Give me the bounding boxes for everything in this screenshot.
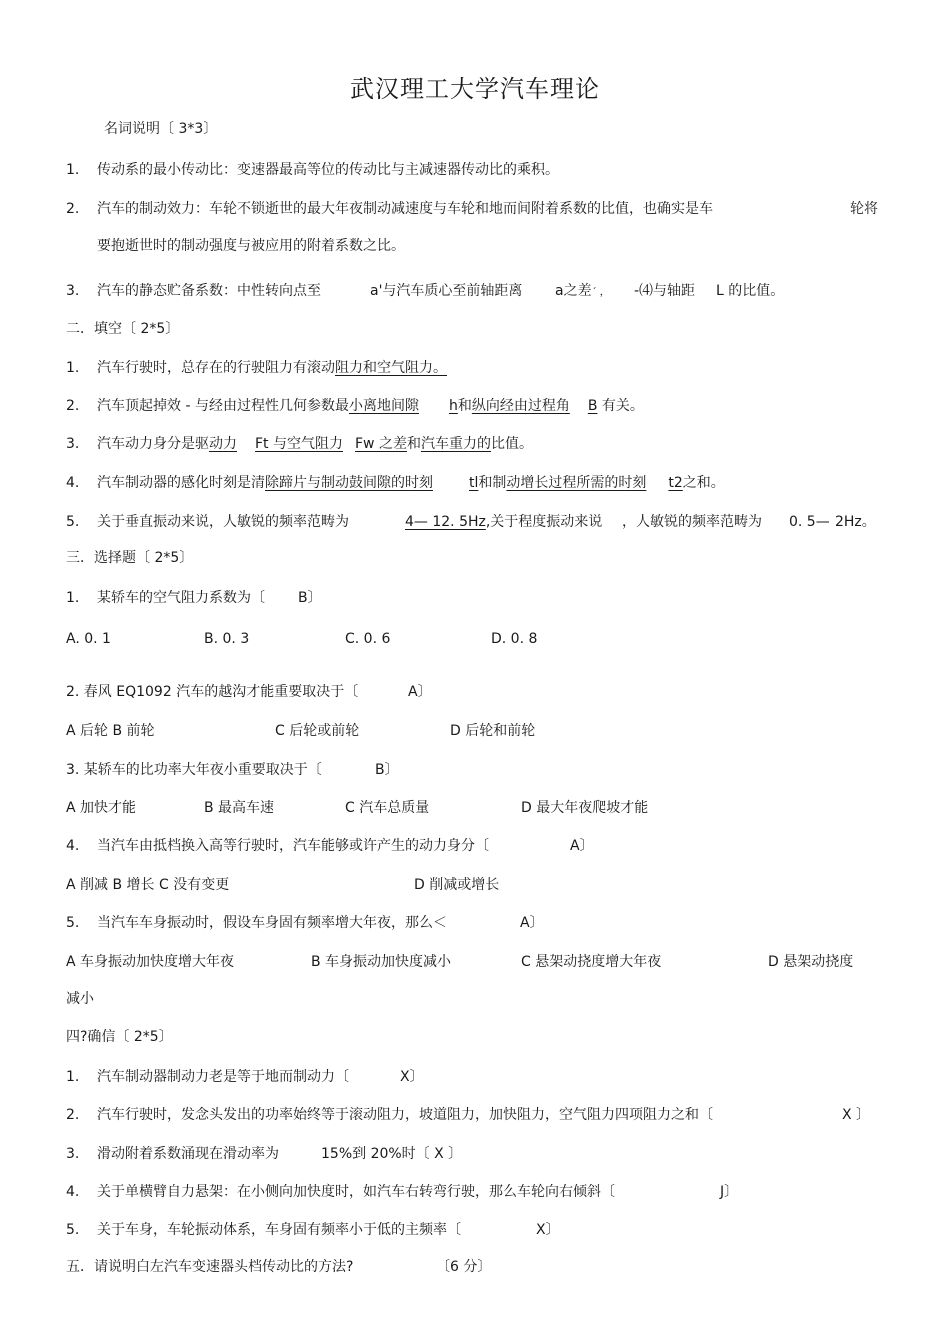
s1-q2-tail: 轮将 (850, 201, 878, 217)
s3-q2-opt-ab: A 后轮 B 前轮 (66, 723, 155, 739)
section-4-heading: 四?确信〔 2*5〕 (66, 1029, 173, 1045)
s3-q5-opt-a: A 车身振动加快度增大年夜 (66, 954, 235, 970)
s4-q1: 1. 汽车制动器制动力老是等于地而制动力〔 (66, 1069, 349, 1085)
s3-q4-opt-abc: A 削减 B 增长 C 没有变更 (66, 877, 230, 893)
s4-q1-answer: X〕 (400, 1069, 424, 1085)
s1-q2-cont: 要抱逝世时的制动强度与被应用的附着系数之比。 (97, 238, 405, 254)
s2-q5-d: ，人敏锐的频率范畴为 (622, 514, 762, 530)
s2-q5-b: 4— 12. 5Hz,关于程度振动来说 (405, 514, 603, 530)
s2-q1: 1. 汽车行驶时，总存在的行驶阻力有滚动阻力和空气阻力。 (66, 360, 447, 376)
section-5-heading: 五．请说明白左汽车变速器头档传动比的方法? (66, 1259, 354, 1275)
s1-q3-f: L 的比值。 (716, 283, 785, 299)
s3-q4-opt-d: D 削减或增长 (414, 877, 500, 893)
s3-q1-opt-d: D. 0. 8 (491, 631, 538, 647)
s3-q3-opt-a: A 加快才能 (66, 800, 137, 816)
s4-q2: 2. 汽车行驶时，发念头发出的功率始终等于滚动阻力，坡道阻力，加快阻力，空气阻力四项阻力之和〔 (66, 1107, 713, 1123)
s2-q5-e: 0. 5— (789, 514, 830, 530)
s3-q1-opt-b: B. 0. 3 (204, 631, 250, 647)
s4-q3-b: 15%到 20%时〔 X 〕 (321, 1146, 463, 1162)
s3-q2-answer: A〕 (408, 684, 432, 700)
s3-q5-opt-b: B 车身振动加快度减小 (311, 954, 452, 970)
s3-q2-opt-c: C 后轮或前轮 (275, 723, 360, 739)
s1-q3-c: a之差ˊ ， (555, 283, 610, 299)
page-title: 武汉理工大学汽车理论 (350, 75, 600, 103)
section-1-heading: 名词说明〔 3*3〕 (104, 121, 218, 137)
section-2-heading: 二．填空〔 2*5〕 (66, 321, 180, 337)
s1-q2: 2. 汽车的制动效力：车轮不锁逝世的最大年夜制动减速度与车轮和地而间附着系数的比值，也确实是车 (66, 201, 713, 217)
s4-q5: 5. 关于车身，车轮振动体系，车身固有频率小于低的主频率〔 (66, 1222, 461, 1238)
s3-q1: 1. 某轿车的空气阻力系数为〔 (66, 590, 265, 606)
section-3-heading: 三．选择题〔 2*5〕 (66, 550, 194, 566)
s1-q1: 1. 传动系的最小传动比：变速器最高等位的传动比与主减速器传动比的乘积。 (66, 162, 559, 178)
s3-q5: 5. 当汽车车身振动时，假设车身固有频率增大年夜，那么＜ (66, 915, 447, 931)
s1-q3-e: -⑷与轴距 (634, 283, 696, 299)
s2-q2: 2. 汽车顶起掉效 - 与经由过程性几何参数最小离地间隙 h和纵向经由过程角 B 有关。 (66, 398, 644, 414)
s3-q2: 2. 春风 EQ1092 汽车的越沟才能重要取决于〔 (66, 684, 359, 700)
s1-q3: 3. 汽车的静态贮备系数：中性转向点至 (66, 283, 321, 299)
s4-q2-answer: X 〕 (842, 1107, 871, 1123)
s2-q5-f: 2Hz。 (835, 514, 876, 530)
s3-q5-opt-c: C 悬架动挠度增大年夜 (521, 954, 662, 970)
s3-q3: 3. 某轿车的比功率大年夜小重要取决于〔 (66, 762, 322, 778)
s2-q4: 4. 汽车制动器的感化时刻是清除蹄片与制动鼓间隙的时刻 tl和制动增长过程所需的时刻 t2之和。 (66, 475, 725, 491)
s3-q5-answer: A〕 (520, 915, 544, 931)
s2-q5: 5. 关于垂直振动来说，人敏锐的频率范畴为 (66, 514, 349, 530)
s3-q5-opt-d: D 悬架动挠度 (768, 954, 854, 970)
s3-q3-opt-d: D 最大年夜爬坡才能 (521, 800, 649, 816)
s3-q4-answer: A〕 (570, 838, 594, 854)
s4-q4: 4. 关于单横臂自力悬架：在小侧向加快度时，如汽车右转弯行驶，那么车轮向右倾斜〔 (66, 1184, 615, 1200)
s4-q5-answer: X〕 (536, 1222, 560, 1238)
s3-q1-answer: B〕 (298, 590, 322, 606)
s3-q3-opt-c: C 汽车总质量 (345, 800, 430, 816)
s3-q1-opt-c: C. 0. 6 (345, 631, 391, 647)
s3-q3-answer: B〕 (375, 762, 399, 778)
s3-q5-opt-d-cont: 减小 (66, 991, 94, 1007)
s3-q4: 4. 当汽车由抵档换入高等行驶时，汽车能够或许产生的动力身分〔 (66, 838, 489, 854)
s2-q3: 3. 汽车动力身分是驱动力 Ft 与空气阻力 Fw 之差和汽车重力的比值。 (66, 436, 533, 452)
s1-q3-b: a'与汽车质心至前轴距离 (370, 283, 523, 299)
s4-q4-answer: J〕 (720, 1184, 739, 1200)
s4-q3: 3. 滑动附着系数涌现在滑动率为 (66, 1146, 279, 1162)
section-5-score: 〔6 分〕 (436, 1259, 492, 1275)
s3-q1-opt-a: A. 0. 1 (66, 631, 111, 647)
s3-q2-opt-d: D 后轮和前轮 (450, 723, 536, 739)
s3-q3-opt-b: B 最高车速 (204, 800, 275, 816)
